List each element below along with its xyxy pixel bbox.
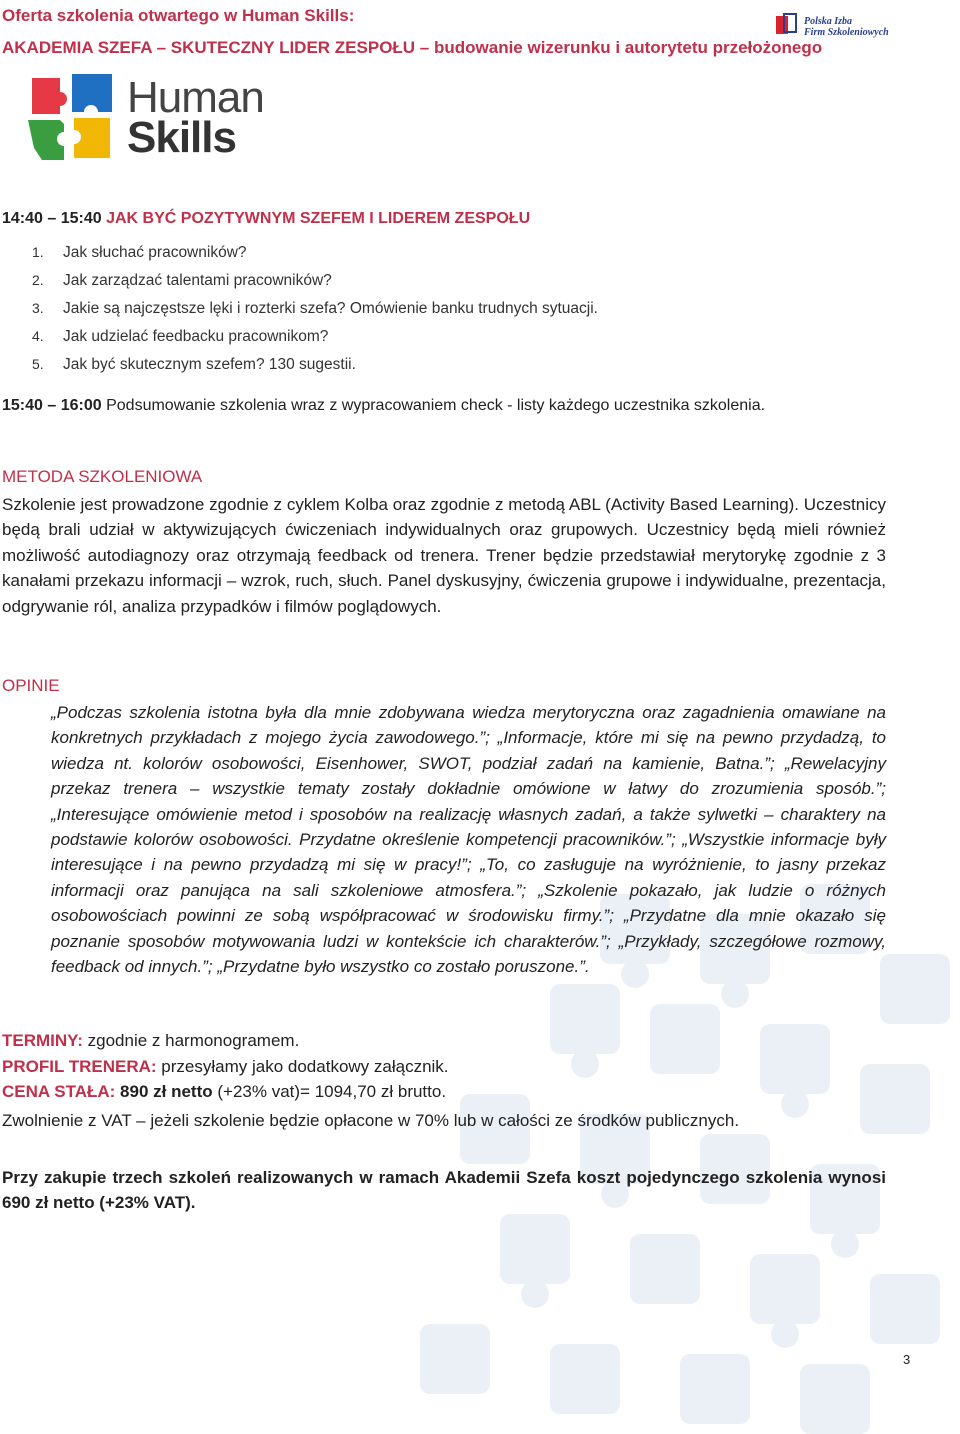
terms-line — [2, 1031, 299, 1051]
agenda-list — [32, 238, 598, 378]
list-item-text: Jak zarządzać talentami pracowników? — [63, 272, 332, 289]
trainer-label: PROFIL TRENERA: — [2, 1057, 157, 1076]
price-label: CENA STAŁA: — [2, 1082, 116, 1101]
list-item-text: Jak udzielać feedbacku pracownikom? — [63, 328, 329, 345]
list-item — [32, 238, 598, 266]
course-title: AKADEMIA SZEFA – SKUTECZNY LIDER ZESPOŁU – budowanie wizerunku i autorytetu przełożonego — [2, 38, 823, 57]
logo-word-human: Human — [127, 73, 264, 122]
pifs-logo — [774, 12, 894, 42]
list-item-number: 2. — [32, 272, 44, 288]
agenda-block-heading — [2, 210, 530, 228]
pifs-logo-line1: Polska Izba — [804, 16, 853, 27]
list-item-text: Jak być skutecznym szefem? 130 sugestii. — [63, 356, 356, 373]
opinions-text: „Podczas szkolenia istotna była dla mnie zdobywana wiedza merytoryczna oraz zagadnienia omawiane na konkretnych przykładach z mojego życia zawodowego.”; „Informacje, które mi się na pewno przydadzą, to wiedza nt. kolorów osobowości, Eisenhower, SWOT, podział zadań na kamienie, Batna.”; „Rewelacyjny przekaz trenera – wszystkie tematy zostały dokładnie omówione w łatwy do zrozumienia sposób.”; „Interesujące omówienie metod i sposobów na realizację własnych zadań, a także sylwetki – charaktery na podstawie kolorów osobowości. Przydatne określenie kompetencji pracowników.”; „Wszystkie informacje były interesujące i na pewno przydadzą mi się w pracy!”; „To, co zasługuje na wyróżnienie, to jasny przekaz informacji oraz panująca na sali szkoleniowe atmosfera.”; „Szkolenie pokazało, jak ludzie o różnych osobowościach powinni ze sobą współpracować w środowisku firmy.”; „Przydatne dla mnie okazało się poznanie sposobów motywowania ludzi w kontekście ich charakterów.”; „Przykłady, szczegółowe rozmowy, feedback od innych.”; „Przydatne było wszystko co zostało poruszone.”. — [51, 703, 886, 977]
trainer-line — [2, 1057, 449, 1077]
terms-value: zgodnie z harmonogramem. — [82, 1031, 300, 1050]
page-number: 3 — [903, 1352, 911, 1367]
list-item-number: 3. — [32, 300, 44, 316]
price-line — [2, 1082, 446, 1102]
list-item — [32, 266, 598, 294]
human-skills-logo — [22, 70, 272, 165]
agenda-summary-time: 15:40 – 16:00 — [2, 397, 102, 414]
agenda-block-title: JAK BYĆ POZYTYWNYM SZEFEM I LIDEREM ZESPOŁU — [106, 210, 531, 227]
agenda-summary-text: Podsumowanie szkolenia wraz z wypracowaniem check - listy każdego uczestnika szkolenia. — [106, 397, 766, 414]
price-net: 890 zł netto — [115, 1082, 213, 1101]
list-item-text: Jak słuchać pracowników? — [63, 244, 247, 261]
pifs-logo-icon — [774, 12, 800, 38]
promo-text: Przy zakupie trzech szkoleń realizowanych w ramach Akademii Szefa koszt pojedynczego szkolenia wynosi 690 zł netto (+23% VAT). — [2, 1168, 886, 1213]
list-item-number: 4. — [32, 328, 44, 344]
list-item — [32, 294, 598, 322]
trainer-value: przesyłamy jako dodatkowy załącznik. — [156, 1057, 449, 1076]
method-title: METODA SZKOLENIOWA — [2, 467, 203, 486]
list-item — [32, 350, 598, 378]
method-text: Szkolenie jest prowadzone zgodnie z cyklem Kolba oraz zgodnie z metodą ABL (Activity Based Learning). Uczestnicy będą brali udział w aktywizujących ćwiczeniach indywidualnych oraz grupowych. Uczestnicy będą mieli również możliwość autodiagnozy oraz otrzymają feedback od trenera. Trener będzie przedstawiał merytorykę zgodnie z 3 kanałami przekazu informacji – wzrok, ruch, słuch. Panel dyskusyjny, ćwiczenia grupowe i indywidualne, prezentacja, odgrywanie ról, analiza przypadków i filmów poglądowych. — [2, 495, 886, 616]
terms-label: TERMINY: — [2, 1031, 83, 1050]
vat-note: Zwolnienie z VAT – jeżeli szkolenie będzie opłacone w 70% lub w całości ze środków publicznych. — [2, 1111, 740, 1130]
offer-title: Oferta szkolenia otwartego w Human Skills: — [2, 6, 355, 25]
puzzle-logo-icon — [22, 70, 122, 165]
agenda-block-time: 14:40 – 15:40 — [2, 210, 102, 227]
pifs-logo-line2: Firm Szkoleniowych — [804, 27, 889, 38]
agenda-summary — [2, 397, 765, 415]
list-item — [32, 322, 598, 350]
list-item-number: 1. — [32, 244, 44, 260]
list-item-text: Jakie są najczęstsze lęki i rozterki szefa? Omówienie banku trudnych sytuacji. — [63, 300, 598, 317]
list-item-number: 5. — [32, 356, 44, 372]
price-rest: (+23% vat)= 1094,70 zł brutto. — [212, 1082, 447, 1101]
opinions-title: OPINIE — [2, 676, 60, 695]
logo-word-skills: Skills — [127, 113, 236, 162]
